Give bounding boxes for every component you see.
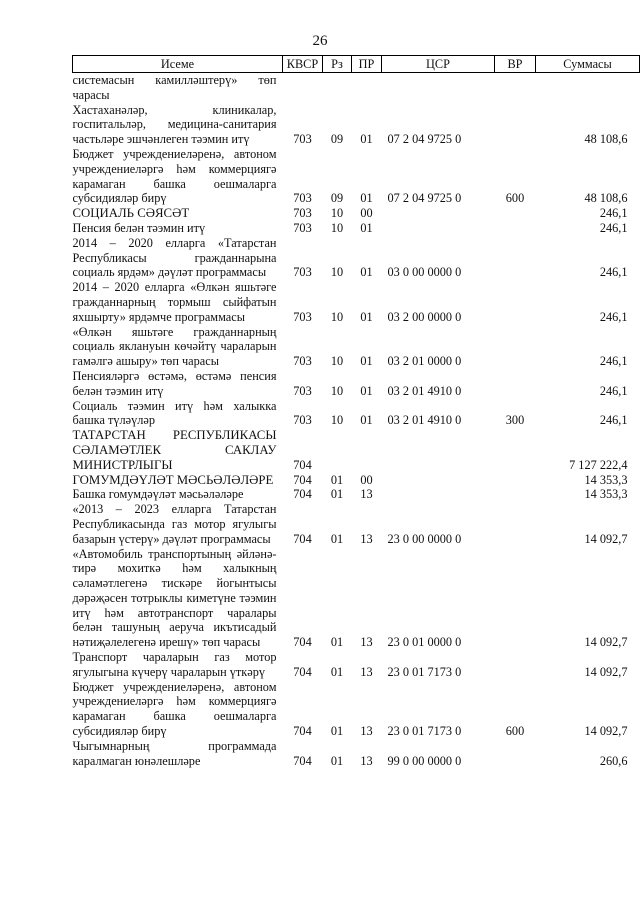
row-pr: 13 xyxy=(360,753,373,768)
row-kvsr xyxy=(283,73,323,103)
table-row xyxy=(73,236,640,280)
row-rz xyxy=(323,73,352,103)
row-kvsr: 703 xyxy=(293,206,312,221)
row-name: 2014 – 2020 елларга «Өлкән яшьтәге гражданнарның тормыш сыйфатын яхшырту» ярдәмче программасы xyxy=(72,280,277,324)
table-row xyxy=(73,369,640,399)
row-rz: 01 xyxy=(330,664,344,679)
row-name: СОЦИАЛЬ СӘЯСӘТ xyxy=(72,206,190,221)
row-sum: 48 108,6 xyxy=(584,191,628,206)
row-kvsr: 703 xyxy=(293,132,312,147)
row-name: Чыгымнарның программада каралмаган юнәлешләре xyxy=(72,738,277,768)
row-sum xyxy=(536,73,640,103)
row-pr: 13 xyxy=(360,664,373,679)
row-sum: 7 127 222,4 xyxy=(569,457,628,472)
row-kvsr: 703 xyxy=(293,413,312,428)
row-pr: 01 xyxy=(360,132,373,147)
row-csr: 03 2 01 0000 0 xyxy=(387,354,462,369)
table-row xyxy=(73,73,640,103)
table-body xyxy=(73,73,640,769)
table-header-row xyxy=(73,56,640,73)
row-rz: 10 xyxy=(330,413,344,428)
row-kvsr: 704 xyxy=(293,487,312,502)
row-csr xyxy=(382,487,495,502)
row-sum: 246,1 xyxy=(599,354,628,369)
row-rz: 10 xyxy=(330,265,344,280)
table-row xyxy=(73,399,640,429)
row-vr xyxy=(495,221,536,236)
table-row xyxy=(73,739,640,769)
row-kvsr: 703 xyxy=(293,191,312,206)
row-kvsr: 703 xyxy=(293,220,312,235)
row-kvsr: 704 xyxy=(293,531,312,546)
row-csr: 03 0 00 0000 0 xyxy=(387,265,462,280)
row-kvsr: 704 xyxy=(293,724,312,739)
row-name: «Өлкән яшьтәге гражданнарның социаль яклануын көчәйтү чараларын гамәлгә ашыру» төп чарасы xyxy=(72,324,277,369)
row-rz: 10 xyxy=(330,206,344,221)
row-name: ГОМУМДӘҮЛӘТ МӘСЬӘЛӘЛӘРЕ xyxy=(72,472,274,487)
row-name: Транспорт чараларын газ мотор ягулыгына күчерү чараларын үткәрү xyxy=(72,650,277,679)
row-pr: 01 xyxy=(360,220,373,235)
row-vr xyxy=(495,280,536,324)
row-csr: 23 0 01 7173 0 xyxy=(387,724,462,739)
row-name: системасын камилләштерү» төп чарасы xyxy=(72,73,277,102)
table-row xyxy=(73,206,640,221)
row-pr xyxy=(352,73,382,103)
row-kvsr: 704 xyxy=(293,753,312,768)
table-row xyxy=(73,473,640,488)
row-csr: 07 2 04 9725 0 xyxy=(387,191,462,206)
row-pr: 13 xyxy=(360,724,373,739)
row-csr: 03 2 01 4910 0 xyxy=(387,413,462,428)
row-kvsr: 703 xyxy=(293,309,312,324)
row-vr xyxy=(495,236,536,280)
row-rz: 01 xyxy=(330,724,344,739)
row-kvsr: 704 xyxy=(293,457,312,472)
row-pr: 00 xyxy=(360,206,373,221)
row-vr: 600 xyxy=(505,191,525,206)
row-pr xyxy=(352,428,382,472)
row-pr: 13 xyxy=(360,531,373,546)
row-csr: 99 0 00 0000 0 xyxy=(387,753,462,768)
row-csr xyxy=(382,206,495,221)
row-rz: 01 xyxy=(330,487,344,502)
row-name: Башка гомумдәүләт мәсьәләләре xyxy=(72,487,244,502)
row-pr: 13 xyxy=(360,635,373,650)
row-rz: 10 xyxy=(330,220,344,235)
row-vr xyxy=(495,206,536,221)
table-row xyxy=(73,428,640,472)
table-row xyxy=(73,650,640,680)
row-vr xyxy=(495,428,536,472)
row-rz: 09 xyxy=(330,132,344,147)
row-sum: 14 092,7 xyxy=(584,724,628,739)
table-row xyxy=(73,103,640,147)
row-sum: 48 108,6 xyxy=(584,132,628,147)
row-csr: 23 0 01 0000 0 xyxy=(387,635,462,650)
row-kvsr: 703 xyxy=(293,383,312,398)
table-row xyxy=(73,487,640,502)
row-csr xyxy=(382,73,495,103)
row-sum: 246,1 xyxy=(599,220,628,235)
row-rz: 10 xyxy=(330,354,344,369)
header-pr: ПР xyxy=(352,56,382,73)
row-vr xyxy=(495,103,536,147)
row-rz: 09 xyxy=(330,191,344,206)
row-vr xyxy=(495,369,536,399)
row-rz: 01 xyxy=(330,753,344,768)
row-csr: 23 0 01 7173 0 xyxy=(387,664,462,679)
row-name: Хастаханәләр, клиникалар, госпитальләр, медицина-санитария частьләре эшчәнлеген тәэмин итү xyxy=(72,102,277,147)
row-sum: 246,1 xyxy=(599,413,628,428)
row-vr: 300 xyxy=(505,413,525,428)
row-pr: 01 xyxy=(360,383,373,398)
row-sum: 14 353,3 xyxy=(584,472,628,487)
row-vr xyxy=(495,487,536,502)
row-sum: 246,1 xyxy=(599,206,628,221)
row-name: «2013 – 2023 елларга Татарстан Республикасында газ мотор ягулыгы базарын үстерү» дәүләт программасы xyxy=(72,502,277,546)
row-kvsr: 703 xyxy=(293,354,312,369)
table-row xyxy=(73,547,640,651)
row-name: 2014 – 2020 елларга «Татарстан Республикасы гражданнарына социаль ярдәм» дәүләт программасы xyxy=(72,235,277,280)
row-csr: 03 2 00 0000 0 xyxy=(387,309,462,324)
header-kvsr: КВСР xyxy=(283,56,323,73)
row-name: Бюджет учреждениеләренә, автоном учреждениеләргә һәм коммерциягә карамаган башка оешмаларга субсидияләр бирү xyxy=(72,679,277,739)
row-kvsr: 704 xyxy=(293,635,312,650)
row-rz xyxy=(323,428,352,472)
row-rz: 01 xyxy=(330,472,344,487)
row-csr: 07 2 04 9725 0 xyxy=(387,132,462,147)
row-vr xyxy=(495,473,536,488)
row-vr xyxy=(495,650,536,680)
row-pr: 01 xyxy=(360,191,373,206)
row-vr: 600 xyxy=(505,724,525,739)
header-name: Исеме xyxy=(73,56,283,73)
row-vr xyxy=(495,739,536,769)
row-kvsr: 704 xyxy=(293,472,312,487)
budget-table xyxy=(72,55,640,768)
row-csr xyxy=(382,428,495,472)
header-rz: Рз xyxy=(323,56,352,73)
row-csr xyxy=(382,221,495,236)
header-sum: Суммасы xyxy=(536,56,640,73)
table-row xyxy=(73,221,640,236)
row-pr: 01 xyxy=(360,309,373,324)
row-sum: 14 092,7 xyxy=(584,531,628,546)
row-sum: 14 092,7 xyxy=(584,635,628,650)
row-sum: 14 092,7 xyxy=(584,664,628,679)
row-kvsr: 703 xyxy=(293,265,312,280)
table-row xyxy=(73,502,640,546)
row-vr xyxy=(495,547,536,651)
row-name: Пенсияләргә өстәмә, өстәмә пенсия белән тәэмин итү xyxy=(72,368,277,398)
row-pr: 01 xyxy=(360,354,373,369)
row-vr xyxy=(495,325,536,369)
table-row xyxy=(73,680,640,739)
header-vr: ВР xyxy=(495,56,536,73)
header-csr: ЦСР xyxy=(382,56,495,73)
row-csr xyxy=(382,473,495,488)
table-row xyxy=(73,325,640,369)
row-sum: 260,6 xyxy=(599,753,628,768)
row-pr: 13 xyxy=(360,487,373,502)
page-number: 26 xyxy=(312,33,328,49)
row-vr xyxy=(495,502,536,546)
row-sum: 246,1 xyxy=(599,383,628,398)
row-name: «Автомобиль транспортының әйләнә-тирә мохиткә һәм халыкның сәламәтлегенә тискәре йогынтысы дәрәҗәсен тотрыклы киметүне тәэмин итү һәм автотранспорт чаралары белән ташуның аеруча икътисадый нәтиҗәлелегенә ирешү» төп чарасы xyxy=(72,546,277,650)
row-rz: 10 xyxy=(330,309,344,324)
row-rz: 01 xyxy=(330,531,344,546)
row-pr: 01 xyxy=(360,265,373,280)
row-name: Социаль тәэмин итү һәм халыкка башка түләүләр xyxy=(72,398,277,428)
row-csr: 03 2 01 4910 0 xyxy=(387,383,462,398)
row-name: ТАТАРСТАН РЕСПУБЛИКАСЫ СӘЛАМӘТЛЕК САКЛАУ МИНИСТРЛЫГЫ xyxy=(72,428,277,472)
table-row xyxy=(73,147,640,206)
row-rz: 10 xyxy=(330,383,344,398)
row-sum: 246,1 xyxy=(599,309,628,324)
row-name: Бюджет учреждениеләренә, автоном учреждениеләргә һәм коммерциягә карамаган башка оешмаларга субсидияләр бирү xyxy=(72,146,277,206)
row-sum: 14 353,3 xyxy=(584,487,628,502)
row-kvsr: 704 xyxy=(293,664,312,679)
row-pr: 00 xyxy=(360,472,373,487)
table-row xyxy=(73,280,640,324)
row-sum: 246,1 xyxy=(599,265,628,280)
row-rz: 01 xyxy=(330,635,344,650)
row-csr: 23 0 00 0000 0 xyxy=(387,531,462,546)
row-name: Пенсия белән тәэмин итү xyxy=(72,220,206,235)
row-pr: 01 xyxy=(360,413,373,428)
row-vr xyxy=(495,73,536,103)
